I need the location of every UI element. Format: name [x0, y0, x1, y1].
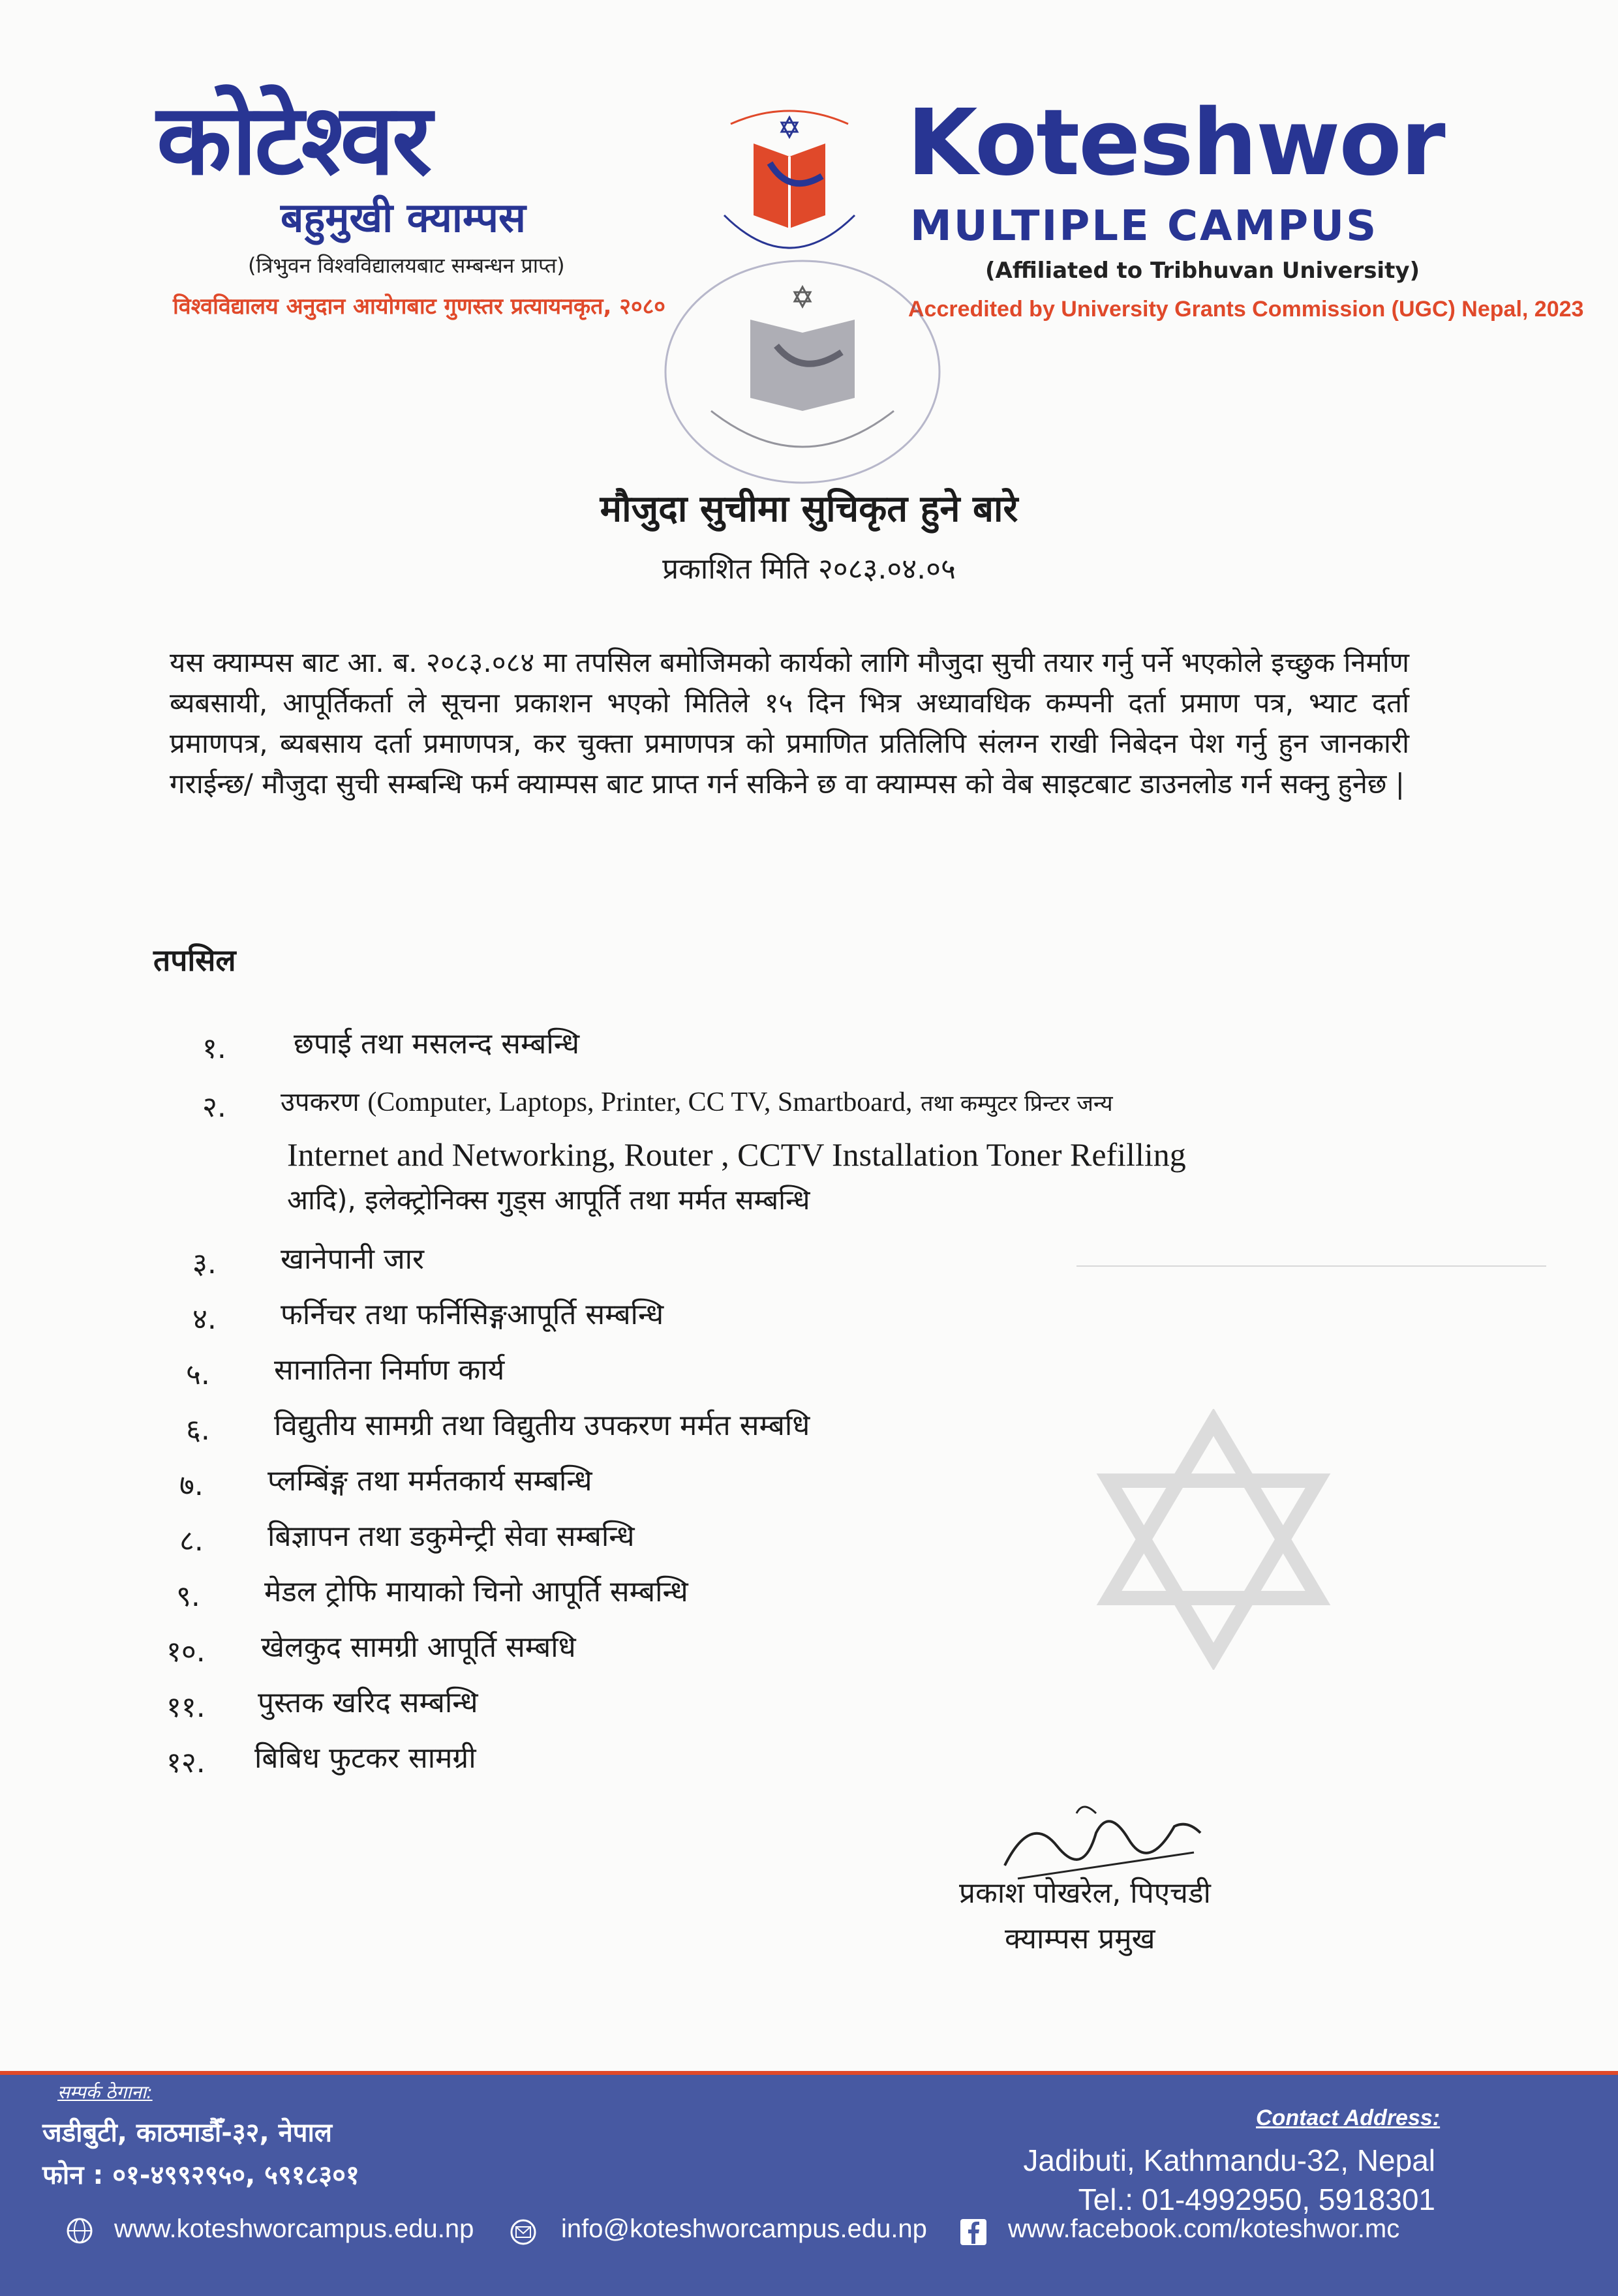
notice-title: मौजुदा सुचीमा सुचिकृत हुने बारे: [600, 488, 1018, 530]
email-link[interactable]: info@koteshworcampus.edu.np: [561, 2214, 927, 2243]
list-item: बिबिध फुटकर सामग्री: [254, 1742, 476, 1775]
item-number: ६.: [186, 1413, 210, 1447]
phone-nepali: फोन : ०१-४९९२९५०, ५९१८३०१: [42, 2160, 359, 2190]
divider-line: [1076, 1265, 1546, 1267]
campus-name-english: Koteshwor: [907, 90, 1444, 196]
contact-label-english: Contact Address:: [1256, 2106, 1441, 2130]
list-item: विद्युतीय सामग्री तथा विद्युतीय उपकरण मर्मत सम्बधि: [274, 1409, 810, 1442]
watermark-star-icon: [1096, 1409, 1331, 1670]
globe-icon: [65, 2216, 94, 2245]
list-item: बिज्ञापन तथा डकुमेन्ट्री सेवा सम्बन्धि: [267, 1520, 635, 1553]
item-number: १०.: [166, 1635, 206, 1669]
signer-name: प्रकाश पोखरेल, पिएचडी: [959, 1877, 1211, 1910]
list-item: प्लम्बिंङ्ग तथा मर्मतकार्य सम्बन्धि: [267, 1464, 592, 1498]
item-number: ८.: [179, 1524, 204, 1558]
email-icon: [509, 2218, 538, 2246]
list-item: खेलकुद सामग्री आपूर्ति सम्बधि: [261, 1631, 576, 1664]
published-date: प्रकाशित मिति २०८३.०४.०५: [662, 552, 956, 586]
item-number: १.: [202, 1032, 226, 1065]
item-number: ११.: [166, 1691, 206, 1724]
affiliation-english: (Affiliated to Tribhuvan University): [985, 258, 1420, 284]
accreditation-nepali: विश्वविद्यालय अनुदान आयोगबाट गुणस्तर प्रत्यायनकृत, २०८०: [173, 294, 665, 320]
campus-subtitle-english: MULTIPLE CAMPUS: [910, 202, 1379, 250]
item-number: १२.: [166, 1746, 206, 1779]
campus-seal-stamp: [652, 248, 953, 496]
signer-title: क्याम्पस प्रमुख: [1005, 1922, 1155, 1956]
item-text-np: उपकरण: [281, 1087, 359, 1117]
address-english: Jadibuti, Kathmandu-32, Nepal: [1023, 2143, 1435, 2177]
accreditation-english: Accredited by University Grants Commission (UGC) Nepal, 2023: [908, 297, 1584, 322]
notice-body: यस क्याम्पस बाट आ. ब. २०८३.०८४ मा तपसिल बमोजिमको कार्यको लागि मौजुदा सुची तयार गर्नु पर्ने भएकोले इच्छुक निर्माण ब्यबसायी, आपूर्तिकर्ता ले सूचना प्रकाशन भएको मितिले १५ दिन भित्र अध्यावधिक कम्पनी दर्ता प्रमाण पत्र, भ्याट दर्ता प्रमाणपत्र, ब्यबसाय दर्ता प्रमाणपत्र, कर चुक्ता प्रमाणपत्र को प्रमाणित प्रतिलिपि संलग्न राखी निबेदन पेश गर्नु हुन जानकारी गराईन्छ/ मौजुदा सुची सम्बन्धि फर्म क्याम्पस बाट प्राप्त गर्न सकिने छ वा क्याम्पस को वेब साइटबाट डाउनलोड गर्न सक्नु हुनेछ |: [170, 646, 1409, 800]
list-item: खानेपानी जार: [281, 1243, 425, 1276]
item-number: ३.: [192, 1247, 217, 1280]
list-item: पुस्तक खरिद सम्बन्धि: [258, 1686, 478, 1719]
facebook-icon: [959, 2218, 988, 2246]
affiliation-nepali: (त्रिभुवन विश्वविद्यालयबाट सम्बन्धन प्राप्त): [248, 253, 565, 278]
item-number: २.: [202, 1091, 226, 1124]
item-text-np2: तथा कम्पुटर प्रिन्टर जन्य: [921, 1091, 1113, 1117]
list-item: फर्निचर तथा फर्निसिङ्गआपूर्ति सम्बन्धि: [281, 1298, 664, 1331]
list-item: मेडल ट्रोफि मायाको चिनो आपूर्ति सम्बन्धि: [264, 1575, 688, 1609]
item-number: ९.: [176, 1580, 200, 1613]
list-item: छपाई तथा मसलन्द सम्बन्धि: [294, 1027, 580, 1061]
tapasil-heading: तपसिल: [153, 943, 236, 978]
item-number: ७.: [179, 1469, 204, 1502]
facebook-link[interactable]: www.facebook.com/koteshwor.mc: [1008, 2214, 1400, 2243]
campus-name-nepali: कोटेश्वर: [157, 83, 430, 197]
list-item: [281, 1086, 1113, 1119]
list-item: सानातिना निर्माण कार्य: [274, 1353, 505, 1387]
item-number: ५.: [186, 1358, 210, 1391]
list-item-line2: Internet and Networking, Router , CCTV Installation Toner Refilling: [287, 1136, 1186, 1173]
item-number: ४.: [192, 1303, 217, 1336]
campus-subtitle-nepali: बहुमुखी क्याम्पस: [281, 194, 526, 241]
item-text-en: (Computer, Laptops, Printer, CC TV, Smartboard,: [367, 1087, 913, 1117]
list-item-line3: आदि), इलेक्ट्रोनिक्स गुड्स आपूर्ति तथा मर्मत सम्बन्धि: [287, 1184, 810, 1216]
address-nepali: जडीबुटी, काठमाडौँ-३२, नेपाल: [42, 2118, 333, 2148]
website-link[interactable]: www.koteshworcampus.edu.np: [114, 2214, 474, 2243]
contact-label-nepali: सम्पर्क ठेगाना:: [57, 2081, 153, 2103]
phone-english: Tel.: 01-4992950, 5918301: [1078, 2183, 1435, 2216]
